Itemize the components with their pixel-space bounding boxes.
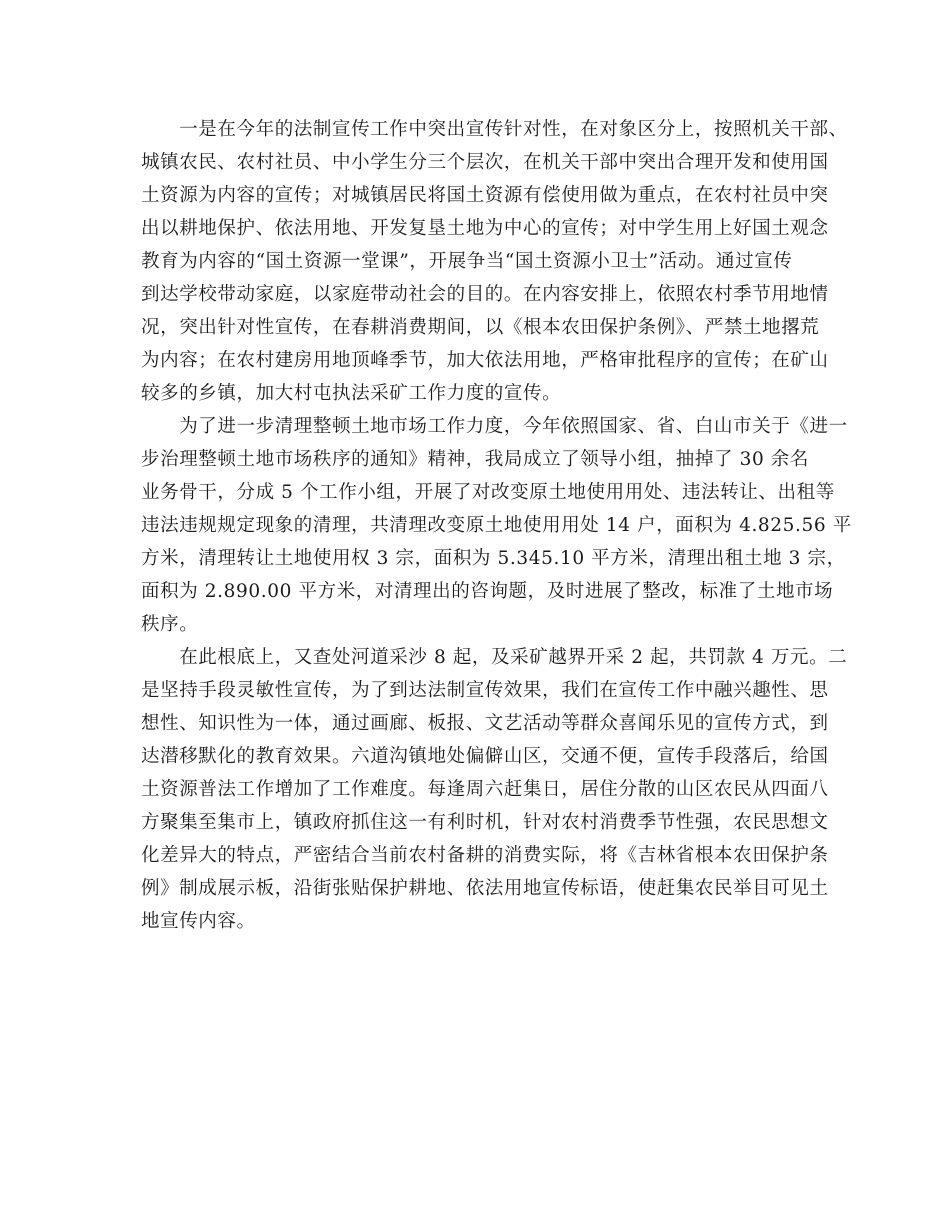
- text-line: 出以耕地保护、依法用地、开发复垦土地为中心的宣传；对中学生用上好国土观念: [141, 218, 829, 239]
- text-line: 城镇农民、农村社员、中小学生分三个层次，在机关干部中突出合理开发和使用国: [141, 152, 829, 173]
- text-line: 到达学校带动家庭，以家庭带动社会的目的。在内容安排上，依照农村季节用地情: [141, 284, 829, 305]
- text-line: 地宣传内容。: [141, 911, 256, 932]
- text-line: 违法违规规定现象的清理，共清理改变原土地使用用处 14 户，面积为 4.825.56 平: [141, 515, 852, 536]
- text-line: 较多的乡镇，加大村屯执法采矿工作力度的宣传。: [141, 383, 562, 404]
- paragraph-3: [141, 641, 848, 938]
- text-line: 方米，清理转让土地使用权 3 宗，面积为 5.345.10 平方米，清理出租土地 3 宗，: [141, 548, 846, 569]
- text-line: 秩序。: [141, 614, 199, 635]
- text-line: 教育为内容的“国土资源一堂课”，开展争当“国土资源小卫士”活动。通过宣传: [141, 251, 793, 272]
- text-line: 方聚集至集市上，镇政府抓住这一有利时机，针对农村消费季节性强，农民思想文: [141, 812, 829, 833]
- document-body: [141, 113, 852, 938]
- text-line: 步治理整顿土地市场秩序的通知》精神，我局成立了领导小组，抽掉了 30 余名: [141, 449, 810, 470]
- text-line: 土资源普法工作增加了工作难度。每逢周六赶集日，居住分散的山区农民从四面八: [141, 779, 829, 800]
- text-line: 是坚持手段灵敏性宣传，为了到达法制宣传效果，我们在宣传工作中融兴趣性、思: [141, 680, 829, 701]
- text-line: 例》制成展示板，沿街张贴保护耕地、依法用地宣传标语，使赶集农民举目可见土: [141, 878, 829, 899]
- text-line: 面积为 2.890.00 平方米，对清理出的咨询题，及时进展了整改，标准了土地市场: [141, 581, 834, 602]
- text-line: 化差异大的特点，严密结合当前农村备耕的消费实际，将《吉林省根本农田保护条: [141, 845, 829, 866]
- paragraph-1: [141, 113, 848, 410]
- text-line: 在此根底上，又查处河道采沙 8 起，及采矿越界开采 2 起，共罚款 4 万元。二: [141, 647, 848, 668]
- paragraph-2: [141, 410, 852, 641]
- text-line: 况，突出针对性宣传，在春耕消费期间，以《根本农田保护条例》、严禁土地撂荒: [141, 317, 820, 338]
- text-line: 想性、知识性为一体，通过画廊、板报、文艺活动等群众喜闻乐见的宣传方式，到: [141, 713, 829, 734]
- text-line: 为了进一步清理整顿土地市场工作力度，今年依照国家、省、白山市关于《进一: [141, 416, 848, 437]
- text-line: 为内容；在农村建房用地顶峰季节，加大依法用地，严格审批程序的宣传；在矿山: [141, 350, 829, 371]
- text-line: 土资源为内容的宣传；对城镇居民将国土资源有偿使用做为重点，在农村社员中突: [141, 185, 829, 206]
- text-line: 业务骨干，分成 5 个工作小组，开展了对改变原土地使用用处、违法转让、出租等: [141, 482, 835, 503]
- text-line: 达潜移默化的教育效果。六道沟镇地处偏僻山区，交通不便，宣传手段落后，给国: [141, 746, 829, 767]
- text-line: 一是在今年的法制宣传工作中突出宣传针对性，在对象区分上，按照机关干部、: [141, 119, 848, 140]
